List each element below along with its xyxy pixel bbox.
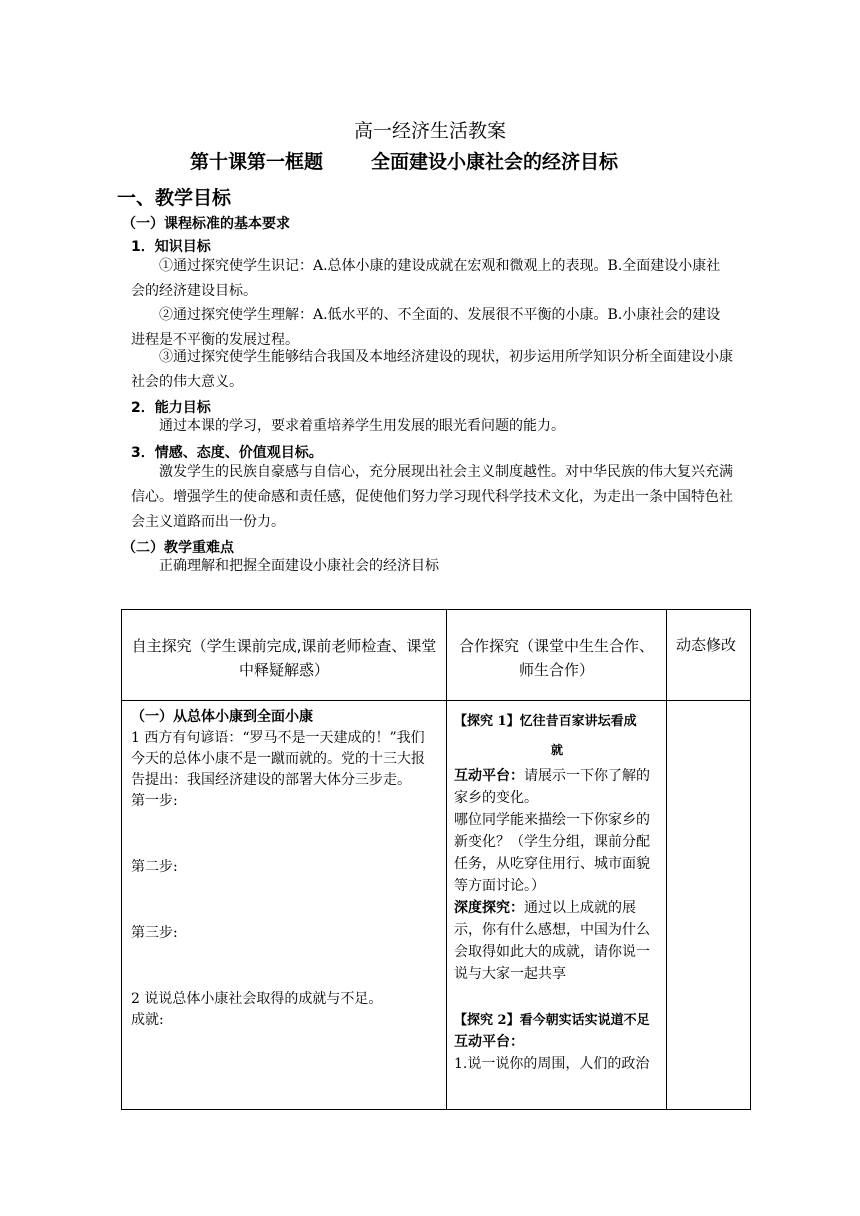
self-inquiry-heading: （一）从总体小康到全面小康 xyxy=(131,709,313,725)
interact-label-2: 互动平台： xyxy=(454,1034,524,1050)
heading-ability-goals: 2．能力目标 xyxy=(131,400,211,416)
subheading-curriculum-standard: （一）课程标准的基本要求 xyxy=(122,216,290,232)
interact-text-1: 请展示一下你了解的家乡的变化。 xyxy=(454,768,650,806)
achievement-label: 成就: xyxy=(131,1012,164,1028)
lesson-plan-table xyxy=(121,609,751,1110)
describe-prompt: 哪位同学能来描绘一下你家乡的新变化？（学生分组，课前分配任务，从吃穿住用行、城市面貌等方面讨论。） xyxy=(454,812,650,894)
lesson-topic: 全面建设小康社会的经济目标 xyxy=(371,151,619,173)
self-inquiry-cell xyxy=(122,701,447,1110)
key-difficulty-text: 正确理解和把握全面建设小康社会的经济目标 xyxy=(159,558,439,574)
emotion-goal-text: 激发学生的民族自豪感与自信心，充分展现出社会主义制度越性。对中华民族的伟大复兴充满信心。增强学生的使命感和责任感，促使他们努力学习现代科学技术文化，为走出一条中国特色社会主义道路而出一份力。 xyxy=(131,464,733,530)
deep-inquiry-text: 通过以上成就的展示，你有什么感想，中国为什么会取得如此大的成就，请你说一说与大家一起共享 xyxy=(454,900,650,982)
step-2-label: 第二步: xyxy=(131,859,178,875)
lesson-subtitle xyxy=(190,147,618,174)
explore-1-title-cont: 就 xyxy=(550,743,563,757)
step-3-label: 第三步: xyxy=(131,925,178,941)
heading-emotion-goals: 3．情感、态度、价值观目标。 xyxy=(131,445,323,461)
question-2: 2 说说总体小康社会取得的成就与不足。 xyxy=(131,991,383,1007)
discussion-item-1: 1.说一说你的周围，人们的政治 xyxy=(454,1056,650,1072)
interact-platform-1 xyxy=(454,765,660,809)
lesson-number: 第十课第一框题 xyxy=(190,151,324,173)
explore-1-title: 【探究 1】忆往昔百家讲坛看成 xyxy=(454,714,637,729)
explore-2-title: 【探究 2】看今朝实话实说道不足 xyxy=(454,1013,650,1028)
header-self-inquiry: 自主探究（学生课前完成,课前老师检查、课堂中释疑解惑） xyxy=(122,610,447,701)
header-dynamic-revision: 动态修改 xyxy=(667,610,751,701)
step-1-label: 第一步: xyxy=(131,793,178,809)
knowledge-goal-2: ②通过探究使学生理解：A.低水平的、不全面的、发展很不平衡的小康。B.小康社会的建设进程是不平衡的发展过程。 xyxy=(131,307,721,348)
knowledge-goal-3: ③通过探究使学生能够结合我国及本地经济建设的现状，初步运用所学知识分析全面建设小康社会的伟大意义。 xyxy=(131,349,733,390)
section-heading-objectives: 一、教学目标 xyxy=(117,187,232,209)
deep-inquiry xyxy=(454,897,660,985)
question-1: 1 西方有句谚语：“罗马不是一天建成的！”我们今天的总体小康不是一蹴而就的。党的十三大报告提出：我国经济建设的部署大体分三步走。 xyxy=(131,730,425,788)
table-header-row xyxy=(122,610,751,701)
knowledge-goal-1: ①通过探究使学生识记：A.总体小康的建设成就在宏观和微观上的表现。B.全面建设小康社会的经济建设目标。 xyxy=(131,258,721,299)
header-cooperative-inquiry: 合作探究（课堂中生生合作、师生合作） xyxy=(447,610,667,701)
ability-goal-text: 通过本课的学习，要求着重培养学生用发展的眼光看问题的能力。 xyxy=(159,418,565,434)
deep-inquiry-label: 深度探究： xyxy=(454,900,524,916)
cooperative-inquiry-cell xyxy=(447,701,667,1110)
heading-knowledge-goals: 1．知识目标 xyxy=(131,239,211,255)
document-title: 高一经济生活教案 xyxy=(353,120,506,142)
dynamic-revision-cell xyxy=(667,701,751,1110)
interact-label-1: 互动平台： xyxy=(454,768,524,784)
table-content-row xyxy=(122,701,751,1110)
subheading-key-difficulties: （二）教学重难点 xyxy=(122,540,234,556)
